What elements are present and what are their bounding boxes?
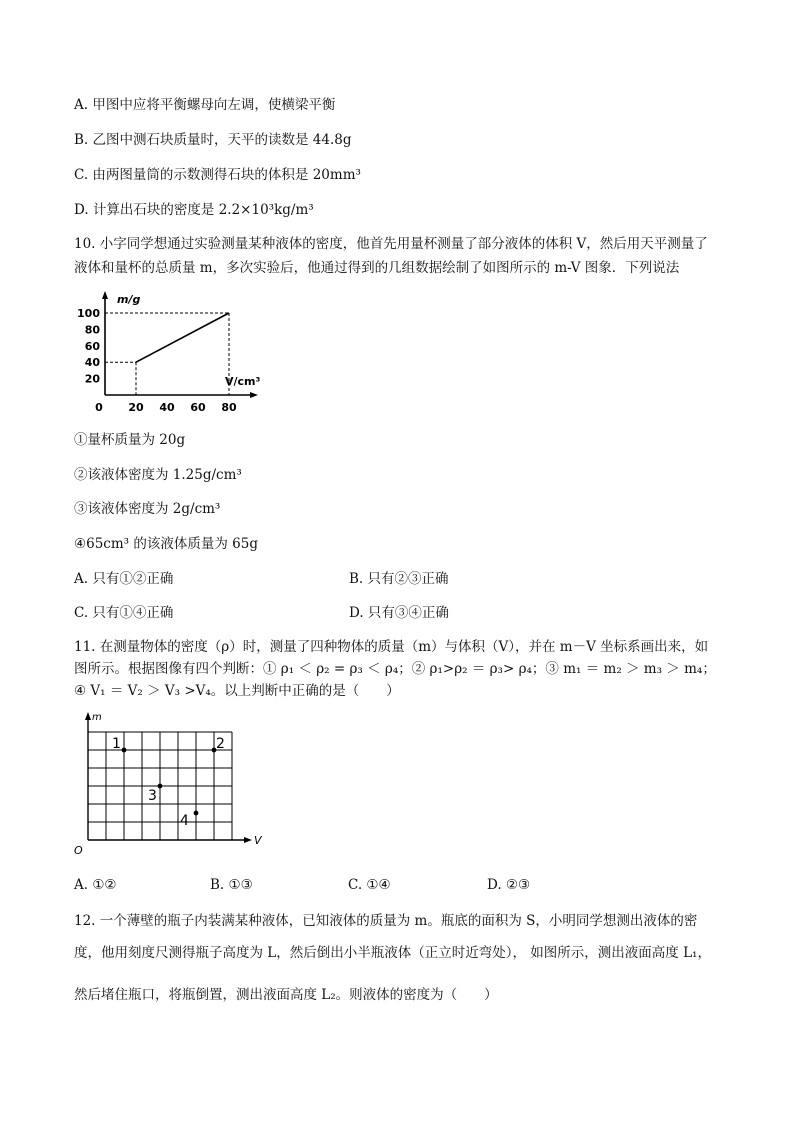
q10-statement-2: ②该液体密度为 1.25g/cm³ (74, 467, 242, 483)
q9-option-c: C. 由两图量筒的示数测得石块的体积是 20mm³ (74, 167, 361, 183)
q10-option-c: C. 只有①④正确 (74, 605, 174, 621)
q10-mv-chart (77, 285, 280, 415)
data-point-label: 3 (148, 788, 157, 804)
y-axis-label: m/g (117, 293, 141, 306)
x-tick-label: 80 (221, 401, 237, 414)
y-tick-label: 80 (84, 323, 100, 337)
q11-option-c: C. ①④ (348, 877, 391, 893)
y-tick-label: 40 (84, 356, 100, 370)
y-axis-arrow (85, 712, 91, 720)
x-axis-arrow (244, 837, 252, 843)
q10-option-a: A. 只有①②正确 (74, 571, 174, 587)
q11-stem-line2: 图所示。根据图像有四个判断：① ρ₁ ＜ ρ₂ = ρ₃ ＜ ρ₄；② ρ₁>ρ₂ ＝ ρ₃> ρ₄；③ m₁ ＝ m₂ ＞ m₃ ＞ m₄； (74, 661, 716, 677)
y-tick-label: 60 (84, 339, 100, 353)
x-axis-arrow (250, 392, 258, 398)
data-point (122, 748, 127, 753)
q10-statement-3: ③该液体密度为 2g/cm³ (74, 501, 221, 517)
data-point (158, 784, 163, 789)
q11-option-d: D. ②③ (487, 877, 531, 893)
q10-statement-1: ①量杯质量为 20g (74, 432, 186, 448)
origin-label: O (74, 844, 83, 857)
x-tick-label: 60 (190, 401, 206, 414)
data-point-label: 2 (216, 736, 225, 752)
q9-option-b: B. 乙图中测石块质量时，天平的读数是 44.8g (74, 132, 352, 148)
x-tick-label: 40 (159, 401, 175, 414)
data-point (194, 811, 199, 816)
q10-option-b: B. 只有②③正确 (349, 571, 449, 587)
q11-stem-line1: 11. 在测量物体的密度（ρ）时，测量了四种物体的质量（m）与体积（V），并在 m－V 坐标系画出来，如 (74, 639, 709, 655)
q12-line1: 12. 一个薄壁的瓶子内装满某种液体，已知液体的质量为 m。瓶底的面积为 S，小明同学想测出液体的密 (74, 913, 698, 929)
data-line (136, 313, 229, 362)
q11-option-b: B. ①③ (210, 877, 253, 893)
q12-line2: 度，他用刻度尺测得瓶子高度为 L，然后倒出小半瓶液体（正立时近弯处）， 如图所示，测出液面高度 L₁， (74, 945, 711, 961)
y-axis-arrow (102, 291, 108, 299)
q10-statement-4: ④65cm³ 的该液体质量为 65g (74, 536, 258, 552)
x-tick-label: 0 (95, 401, 103, 414)
data-point-label: 1 (112, 736, 121, 752)
q12-line3: 然后堵住瓶口，将瓶倒置，测出液面高度 L₂。则液体的密度为（ ） (74, 987, 498, 1003)
q10-stem-line2: 液体和量杯的总质量 m，多次实验后，他通过得到的几组数据绘制了如图所示的 m-V 图象．下列说法 (74, 260, 680, 276)
y-tick-label: 20 (84, 372, 100, 386)
q10-option-d: D. 只有③④正确 (349, 605, 449, 621)
x-axis-label: V/cm³ (225, 375, 261, 388)
q11-mv-grid-chart (70, 712, 260, 862)
q9-option-d: D. 计算出石块的密度是 2.2×10³kg/m³ (74, 202, 314, 218)
y-axis-label: m (92, 712, 102, 723)
q9-option-a: A. 甲图中应将平衡螺母向左调，使横梁平衡 (74, 97, 336, 113)
x-axis-label: V (254, 834, 262, 847)
q11-stem-line3: ④ V₁ ＝ V₂ ＞ V₃ >V₄。以上判断中正确的是（ ） (74, 683, 400, 699)
x-tick-label: 20 (128, 401, 144, 414)
q10-stem-line1: 10. 小字同学想通过实验测量某种液体的密度，他首先用量杯测量了部分液体的体积 V，然后用天平测量了 (74, 236, 708, 252)
data-point-label: 4 (180, 813, 189, 829)
q11-option-a: A. ①② (74, 877, 117, 893)
y-tick-label: 100 (77, 307, 100, 320)
